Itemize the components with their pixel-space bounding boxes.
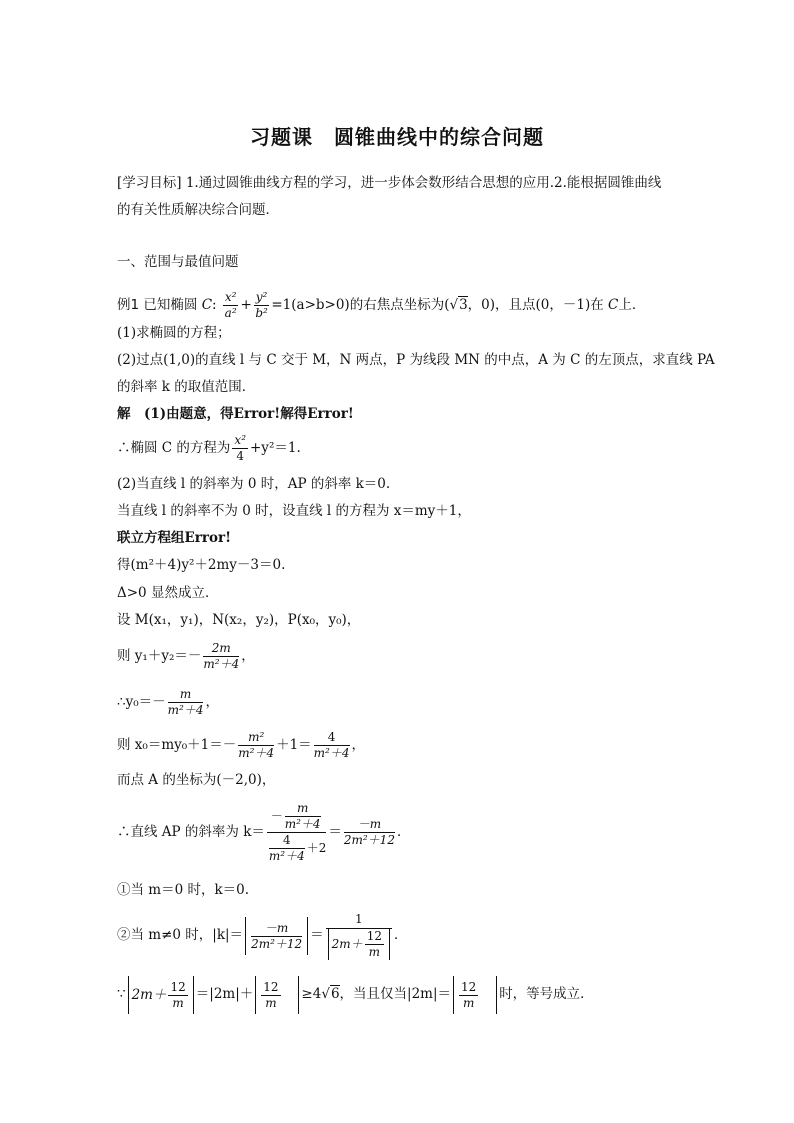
abs-value: $\frac{-m}{\text{2m²＋12}}$ — [245, 917, 308, 955]
solution-line-3: (2)当直线 l 的斜率为 0 时，AP 的斜率 k＝0. — [117, 476, 391, 492]
solution-line-2: ∴椭圆 C 的方程为 $\frac{\text{x²}}{4}$ +y²＝1. — [117, 433, 301, 463]
frac-m2-over: $\frac{\text{m²}}{\text{m²＋4}}$ — [238, 730, 275, 760]
question-2-line2: 的斜率 k 的取值范围． — [117, 379, 256, 395]
frac-1-over-abs: 1 2m＋ $\frac{12}{m}$ — [326, 911, 392, 960]
objectives-text1: 1.通过圆锥曲线方程的学习，进一步体会数形结合思想的应用.2.能根据圆锥曲线 — [185, 175, 662, 191]
frac-x2-a2: $\frac{\text{x²}}{\text{a²}}$ — [224, 290, 237, 320]
question-1: (1)求椭圆的方程； — [117, 325, 231, 341]
sqrt3: 3 — [459, 297, 468, 313]
example1-stem: 例1 已知椭圆 C: $\frac{\text{x²}}{\text{a²}}$ + $\frac{\text{y²}}{\text{b²}}$ =1(a>b>0)的右焦点坐标为(√3，0)，且点(0，－1)在 C上． — [117, 290, 646, 320]
example-label: 例1 — [117, 297, 140, 313]
learning-objectives-line2: 的有关性质解决综合问题． — [117, 202, 279, 218]
solution-line-6: 得(m²＋4)y²＋2my－3＝0. — [117, 557, 286, 573]
stem-text-d: 上． — [618, 297, 646, 313]
frac-y2-b2: $\frac{\text{y²}}{\text{b²}}$ — [255, 290, 268, 320]
solution-line-9: 则 y₁＋y₂＝－ $\frac{2m}{\text{m²＋4}}$ ， — [117, 641, 255, 671]
solution-line-5: 联立方程组Error! — [117, 530, 232, 546]
frac-2m-over: $\frac{2m}{\text{m²＋4}}$ — [203, 641, 240, 671]
solution-line-1: 解 (1)由题意，得Error!解得Error! — [117, 406, 354, 422]
compound-fraction: － $\frac{m}{\text{m²＋4}}$ $\frac{4}{\text{m²＋4}}$ ＋2 — [268, 801, 327, 863]
stem-text-c: ，0)，且点(0，－1)在 — [467, 297, 604, 313]
sqrt6: 6 — [330, 986, 340, 1002]
ellipse-c: C — [201, 297, 213, 313]
solution-line-11: 则 x₀＝my₀＋1＝－ $\frac{\text{m²}}{\text{m²＋4}}$ ＋1＝ $\frac{4}{\text{m²＋4}}$ ， — [117, 730, 365, 760]
stem-text-a: 已知椭圆 — [143, 297, 198, 313]
solution-line-12: 而点 A 的坐标为(－2,0)， — [117, 772, 276, 788]
solution-line-13: ∴直线 AP 的斜率为 k＝ － $\frac{m}{\text{m²＋4}}$ $\frac{4}{\text{m²＋4}}$ ＋2 ＝ $\frac{-m}{\text{2m²＋12}}$ ． — [117, 801, 411, 863]
solution-line-10: ∴y₀＝－ $\frac{m}{\text{m²＋4}}$ ， — [117, 687, 219, 717]
section-heading: 一、范围与最值问题 — [117, 254, 239, 270]
stem-text-b: =1(a>b>0)的右焦点坐标为( — [271, 297, 450, 313]
solution-line-8: 设 M(x₁，y₁)，N(x₂，y₂)，P(x₀，y₀)， — [117, 612, 361, 628]
page-title: 习题课 圆锥曲线中的综合问题 — [250, 125, 544, 149]
frac-negm-over: $\frac{-m}{\text{2m²＋12}}$ — [343, 817, 395, 847]
frac-m-over: $\frac{m}{\text{m²＋4}}$ — [167, 687, 204, 717]
solution-line-7: Δ>0 显然成立． — [117, 585, 219, 601]
objectives-label: [学习目标] — [117, 175, 182, 191]
frac-4-over: $\frac{4}{\text{m²＋4}}$ — [313, 730, 350, 760]
solution-line-4: 当直线 l 的斜率不为 0 时，设直线 l 的方程为 x＝my＋1， — [117, 503, 471, 519]
frac-x2-4: $\frac{\text{x²}}{4}$ — [234, 433, 246, 463]
solution-line-15: ②当 m≠0 时，|k|＝ $\frac{-m}{\text{2m²＋12}}$ ＝ 1 2m＋ $\frac{12}{m}$ ． — [117, 912, 408, 959]
question-2-line1: (2)过点(1,0)的直线 l 与 C 交于 M，N 两点，P 为线段 MN 的中点，A 为 C 的左顶点，求直线 PA — [117, 352, 715, 368]
solution-line-16: ∵ 2m＋ $\frac{12}{m}$ ＝|2m|＋ $\frac{12}{m}$ ≥4√6，当且仅当|2m|＝ $\frac{12}{m}$ 时，等号成立． — [117, 974, 594, 1014]
solution-line-14: ①当 m＝0 时，k＝0. — [117, 882, 250, 898]
learning-objectives-line1 — [117, 173, 661, 193]
